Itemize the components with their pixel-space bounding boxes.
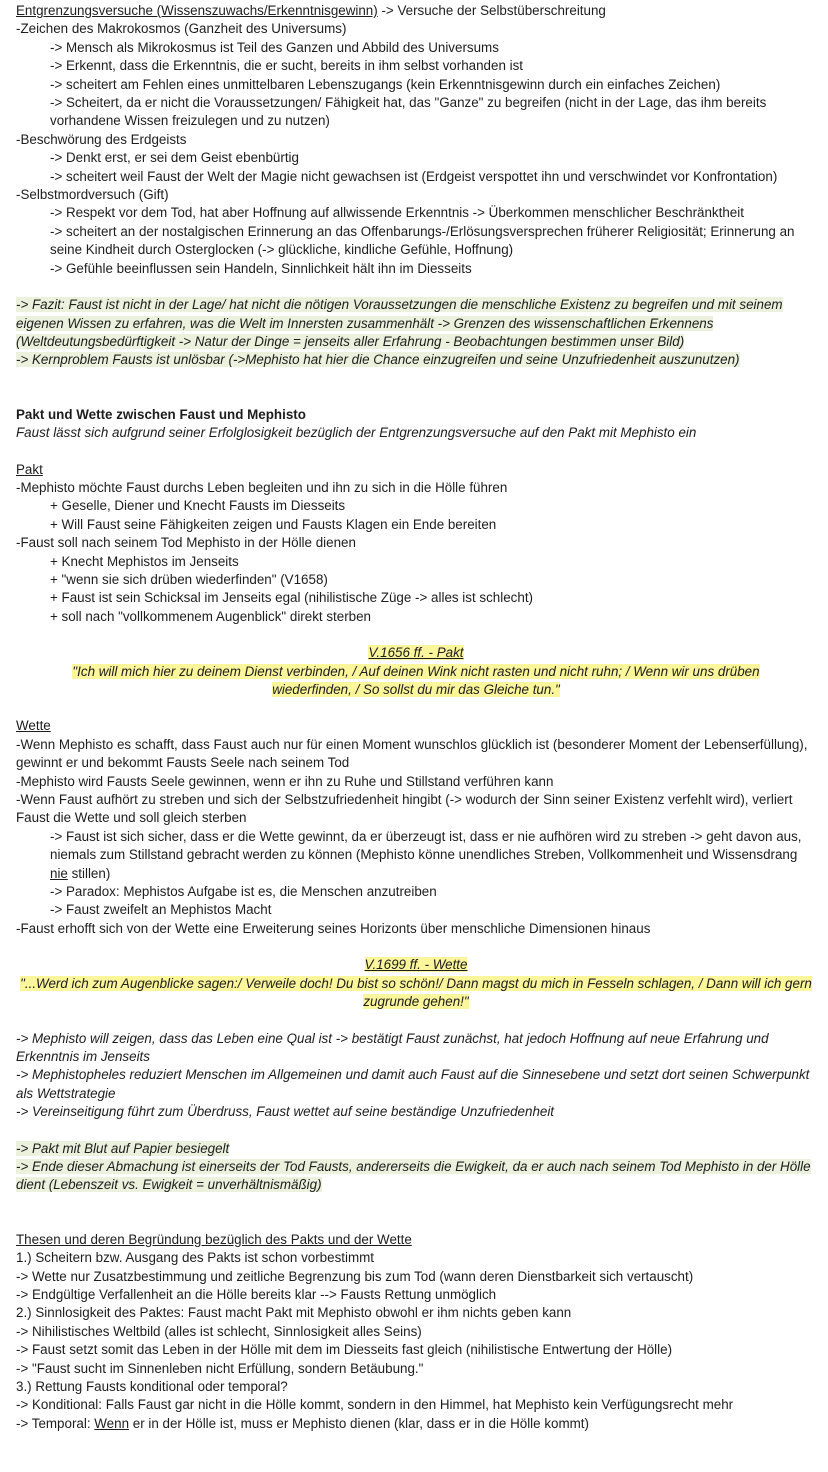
kernproblem-text: -> Kernproblem Fausts ist unlösbar (->Mephisto hat hier die Chance einzugreifen und seine Unzufriedenheit auszunutzen) <box>16 352 740 368</box>
pakt-point: -Faust soll nach seinem Tod Mephisto in der Hölle dienen <box>16 535 356 551</box>
thesen-line: -> Temporal: Wenn er in der Hölle ist, muss er Mephisto dienen (klar, dass er in die Hölle kommt) <box>16 1415 589 1431</box>
thesen-line: -> Endgültige Verfallenheit an die Hölle bereits klar --> Fausts Rettung unmöglich <box>16 1286 497 1302</box>
erdgeist-title: -Beschwörung des Erdgeists <box>16 131 187 147</box>
selbstmord-title: -Selbstmordversuch (Gift) <box>16 187 169 203</box>
list-item: -> Scheitert, da er nicht die Voraussetzungen/ Fähigkeit hat, das "Ganze" zu begreifen (nicht in der Lage, das ihm bereits vorhandene Wissen freizulegen und zu nutzen) <box>50 95 767 129</box>
list-item: -> Erkennt, dass die Erkenntnis, die er sucht, bereits in ihm selbst vorhanden ist <box>50 58 524 74</box>
thesen-line: 3.) Rettung Fausts konditional oder temporal? <box>16 1379 288 1394</box>
list-item: -> scheitert am Fehlen eines unmittelbaren Lebenszugangs (kein Erkenntnisgewinn durch ein einfaches Zeichen) <box>50 76 721 92</box>
document-page <box>16 2 816 1433</box>
list-item: -> Paradox: Mephistos Aufgabe ist es, die Menschen anzutreiben <box>50 884 437 900</box>
section-heading-thesen: Thesen und deren Begründung bezüglich des Pakts und der Wette <box>16 1231 412 1247</box>
list-item: + Will Faust seine Fähigkeiten zeigen und Fausts Klagen ein Ende bereiten <box>50 516 497 532</box>
wette-quote: "...Werd ich zum Augenblicke sagen:/ Verweile doch! Du bist so schön!/ Dann magst du mich in Fesseln schlagen, / Dann will ich gern zugrunde gehen!" <box>20 975 812 1010</box>
list-item: + Knecht Mephistos im Jenseits <box>50 553 239 569</box>
list-item: -> scheitert an der nostalgischen Erinnerung an das Offenbarungs-/Erlösungsversprechen früherer Religiosität; Erinnerung an seine Kindheit durch Osterglocken (-> glückliche, kindliche Gefühle, Hoffnung) <box>50 223 795 258</box>
thesen-line: -> Konditional: Falls Faust gar nicht in die Hölle kommt, sondern in den Himmel, hat Mephisto kein Verfügungsrecht mehr <box>16 1397 734 1413</box>
list-item: -> Respekt vor dem Tod, hat aber Hoffnung auf allwissende Erkenntnis -> Überkommen menschlicher Beschränktheit <box>50 205 744 221</box>
section-heading-pakt-wette: Pakt und Wette zwischen Faust und Mephisto <box>16 406 306 422</box>
fazit-block <box>16 296 816 370</box>
wette-analysis: -> Vereinseitigung führt zum Überdruss, Faust wettet auf seine beständige Unzufriedenheit <box>16 1104 555 1120</box>
list-item: -> Faust zweifelt an Mephistos Macht <box>50 902 272 918</box>
thesen-line: -> "Faust sucht im Sinnenleben nicht Erfüllung, sondern Betäubung." <box>16 1360 424 1376</box>
list-item: + "wenn sie sich drüben wiederfinden" (V1658) <box>50 571 328 587</box>
pakt-point: -Mephisto möchte Faust durchs Leben begleiten und ihn zu sich in die Hölle führen <box>16 479 508 495</box>
thesen-line: 2.) Sinnlosigkeit des Paktes: Faust macht Pakt mit Mephisto obwohl er ihm nichts geben kann <box>16 1305 572 1321</box>
pakt-quote-title: V.1656 ff. - Pakt <box>368 645 464 661</box>
list-item: -> scheitert weil Faust der Welt der Magie nicht gewachsen ist (Erdgeist verspottet ihn und verschwindet vor Konfrontation) <box>50 168 778 184</box>
wette-analysis: -> Mephistopheles reduziert Menschen im Allgemeinen und damit auch Faust auf die Sinnesebene und setzt dort seinen Schwerpunkt als Wettstrategie <box>16 1067 810 1101</box>
section-heading-entgrenzung: Entgrenzungsversuche (Wissenszuwachs/Erkenntnisgewinn) -> Versuche der Selbstüberschreitung <box>16 3 606 18</box>
thesen-line: 1.) Scheitern bzw. Ausgang des Pakts ist schon vorbestimmt <box>16 1250 374 1266</box>
thesen-line: -> Wette nur Zusatzbestimmung und zeitliche Begrenzung bis zum Tod (wann deren Dienstbarkeit sich vertauscht) <box>16 1268 694 1284</box>
list-item: + soll nach "vollkommenem Augenblick" direkt sterben <box>50 608 371 624</box>
wette-point: -Wenn Faust aufhört zu streben und sich der Selbstzufriedenheit hingibt (-> wodurch der Sinn seiner Existenz verfehlt wird), verliert Faust die Wette und soll gleich sterben <box>16 792 793 826</box>
conclusion-block: -> Pakt mit Blut auf Papier besiegelt -> Ende dieser Abmachung ist einerseits der Tod Fausts, andererseits die Ewigkeit, da er auch nach seinem Tod Mephisto in der Hölle dient (Lebenszeit vs. Ewigkeit = unverhältnismäßig) <box>16 1140 811 1193</box>
wette-point: -Mephisto wird Fausts Seele gewinnen, wenn er ihn zu Ruhe und Stillstand verführen kann <box>16 773 554 789</box>
wette-point: -Wenn Mephisto es schafft, dass Faust auch nur für einen Moment wunschlos glücklich ist (besonderer Moment der Lebenserfüllung), gewinnt er und bekommt Fausts Seele nach seinem Tod <box>16 736 808 771</box>
wette-quote-title: V.1699 ff. - Wette <box>364 957 468 973</box>
pakt-label: Pakt <box>16 461 43 477</box>
list-item: -> Mensch als Mikrokosmus ist Teil des Ganzen und Abbild des Universums <box>50 39 499 55</box>
makrokosmos-title: -Zeichen des Makrokosmos (Ganzheit des Universums) <box>16 21 347 37</box>
list-item: + Geselle, Diener und Knecht Fausts im Diesseits <box>50 498 346 514</box>
thesen-line: -> Nihilistisches Weltbild (alles ist schlecht, Sinnlosigkeit alles Seins) <box>16 1323 422 1339</box>
fazit-text: -> Fazit: Faust ist nicht in der Lage/ hat nicht die nötigen Voraussetzungen die menschliche Existenz zu begreifen und mit seinem eigenen Wissen zu erfahren, was die Welt im Innersten zusammenhält -> Grenzen des wissenschaftlichen Erkennens (Weltdeutungsbedürftigkeit -> Natur der Dinge = jenseits aller Erfahrung - Beobachtungen bestimmen unser Bild) <box>16 297 783 349</box>
list-item: -> Faust ist sich sicher, dass er die Wette gewinnt, da er überzeugt ist, dass er nie aufhören wird zu streben -> geht davon aus, niemals zum Stillstand gebracht werden zu können (Mephisto könne unendliches Streben, Vollkommenheit und Wissensdrang nie stillen) <box>50 828 802 881</box>
wette-analysis: -> Mephisto will zeigen, dass das Leben eine Qual ist -> bestätigt Faust zunächst, hat jedoch Hoffnung auf neue Erfahrung und Erkenntnis im Jenseits <box>16 1030 769 1064</box>
list-item: + Faust ist sein Schicksal im Jenseits egal (nihilistische Züge -> alles ist schlecht) <box>50 590 533 606</box>
list-item: -> Denkt erst, er sei dem Geist ebenbürtig <box>50 150 299 166</box>
list-item: -> Gefühle beeinflussen sein Handeln, Sinnlichkeit hält ihn im Diesseits <box>50 260 472 276</box>
wette-point: -Faust erhofft sich von der Wette eine Erweiterung seines Horizonts über menschliche Dimensionen hinaus <box>16 920 651 936</box>
thesen-line: -> Faust setzt somit das Leben in der Hölle mit dem im Diesseits fast gleich (nihilistische Entwertung der Hölle) <box>16 1342 673 1358</box>
section-subtitle: Faust lässt sich aufgrund seiner Erfolglosigkeit bezüglich der Entgrenzungsversuche auf den Pakt mit Mephisto ein <box>16 425 697 441</box>
wette-label: Wette <box>16 718 51 734</box>
pakt-quote: "Ich will mich hier zu deinem Dienst verbinden, / Auf deinen Wink nicht rasten und nicht ruhn; / Wenn wir uns drüben wiederfinden, / So sollst du mir das Gleiche tun." <box>72 663 760 697</box>
